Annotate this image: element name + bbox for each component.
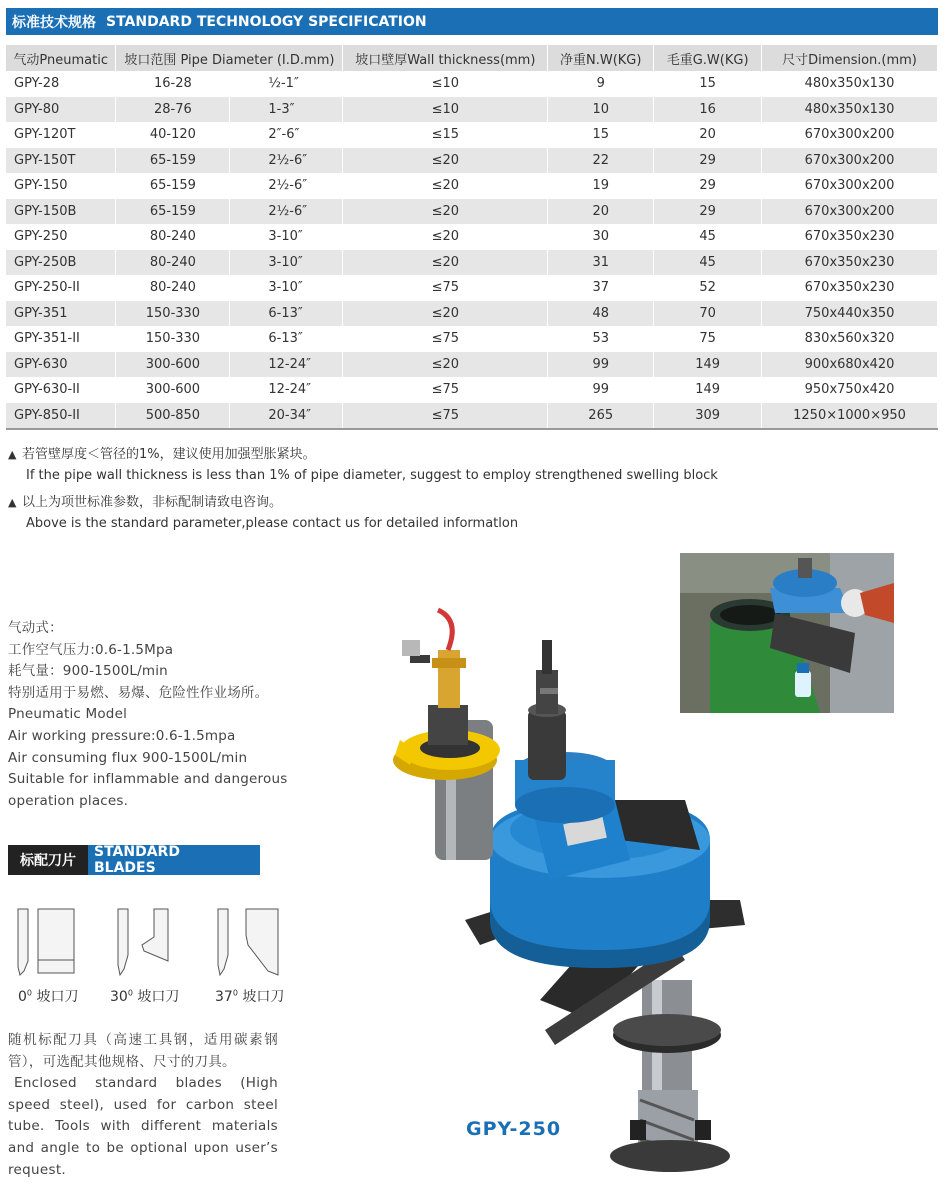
col-header-wall: 坡口壁厚Wall thickness(mm) (343, 45, 548, 71)
net-weight-cell: 30 (548, 224, 654, 250)
net-weight-cell: 10 (548, 97, 654, 123)
wall-thickness-cell: ≤10 (343, 97, 548, 123)
wall-thickness-cell: ≤10 (343, 71, 548, 97)
model-cell: GPY-250B (6, 250, 116, 276)
blade-0-degree: 0 (18, 989, 27, 1005)
wall-thickness-cell: ≤75 (343, 403, 548, 430)
note-1-zh: 若管壁厚度＜管径的1%，建议使用加强型胀紧块。 (22, 447, 316, 462)
net-weight-cell: 20 (548, 199, 654, 225)
dimension-cell: 670x350x230 (762, 275, 938, 301)
blade-0-text: 坡口刀 (32, 989, 79, 1005)
gross-weight-cell: 29 (654, 173, 762, 199)
dimension-cell: 670x350x230 (762, 250, 938, 276)
wall-thickness-cell: ≤20 (343, 224, 548, 250)
model-cell: GPY-150 (6, 173, 116, 199)
diameter-mm-cell: 150-330 (116, 301, 230, 327)
table-row (6, 301, 938, 327)
table-row (6, 97, 938, 123)
model-cell: GPY-28 (6, 71, 116, 97)
net-weight-cell: 265 (548, 403, 654, 430)
table-row (6, 377, 938, 403)
diameter-mm-cell: 65-159 (116, 148, 230, 174)
gross-weight-cell: 52 (654, 275, 762, 301)
blades-desc-en: Enclosed standard blades (High speed steel), used for carbon steel tube. Tools with different materials and angle to be optional upon user’s request. (8, 1075, 278, 1178)
model-cell: GPY-250-II (6, 275, 116, 301)
gross-weight-cell: 45 (654, 250, 762, 276)
table-row (6, 352, 938, 378)
model-cell: GPY-250 (6, 224, 116, 250)
net-weight-cell: 22 (548, 148, 654, 174)
product-model-label: GPY-250 (466, 1118, 562, 1140)
net-weight-cell: 15 (548, 122, 654, 148)
dimension-cell: 670x300x200 (762, 173, 938, 199)
net-weight-cell: 99 (548, 377, 654, 403)
model-cell: GPY-150B (6, 199, 116, 225)
note-1-en: If the pipe wall thickness is less than 1% of pipe diameter, suggest to employ strengthened swelling block (26, 468, 718, 483)
degree-sign: 0 (26, 988, 33, 998)
model-cell: GPY-351 (6, 301, 116, 327)
gross-weight-cell: 20 (654, 122, 762, 148)
dimension-cell: 670x300x200 (762, 199, 938, 225)
spec-title-en: STANDARD TECHNOLOGY SPECIFICATION (106, 13, 427, 30)
model-cell: GPY-630-II (6, 377, 116, 403)
gross-weight-cell: 309 (654, 403, 762, 430)
dimension-cell: 1250×1000×950 (762, 403, 938, 430)
table-row (6, 148, 938, 174)
blade-30-label (110, 986, 179, 1006)
blades-desc-zh: 随机标配刀具（高速工具钢，适用碳素钢管），可选配其他规格、尺寸的刀具。 (8, 1032, 278, 1070)
diameter-inch-cell: 12-24″ (230, 377, 343, 403)
spec-header-bar (6, 8, 938, 35)
model-cell: GPY-120T (6, 122, 116, 148)
net-weight-cell: 9 (548, 71, 654, 97)
gross-weight-cell: 75 (654, 326, 762, 352)
diameter-mm-cell: 500-850 (116, 403, 230, 430)
wall-thickness-cell: ≤15 (343, 122, 548, 148)
gross-weight-cell: 29 (654, 148, 762, 174)
diameter-inch-cell: 2½-6″ (230, 199, 343, 225)
wall-thickness-cell: ≤20 (343, 352, 548, 378)
diameter-inch-cell: 2½-6″ (230, 148, 343, 174)
triangle-icon: ▲ (8, 496, 17, 509)
dimension-cell: 480x350x130 (762, 71, 938, 97)
blades-description (8, 1030, 278, 1181)
diameter-mm-cell: 300-600 (116, 377, 230, 403)
gross-weight-cell: 29 (654, 199, 762, 225)
diameter-inch-cell: 3-10″ (230, 275, 343, 301)
dimension-cell: 670x350x230 (762, 224, 938, 250)
diameter-inch-cell: 1-3″ (230, 97, 343, 123)
pneumatic-line: Air working pressure:0.6-1.5mpa (8, 727, 236, 744)
col-header-nw: 净重N.W(KG) (548, 45, 654, 71)
dimension-cell: 830x560x320 (762, 326, 938, 352)
table-row (6, 173, 938, 199)
blades-header-bar (8, 845, 260, 875)
wall-thickness-cell: ≤20 (343, 148, 548, 174)
dimension-cell: 670x300x200 (762, 122, 938, 148)
col-header-dimension: 尺寸Dimension.(mm) (762, 45, 938, 71)
diameter-inch-cell: 3-10″ (230, 250, 343, 276)
dimension-cell: 480x350x130 (762, 97, 938, 123)
wall-thickness-cell: ≤20 (343, 301, 548, 327)
table-row (6, 71, 938, 97)
model-cell: GPY-351-II (6, 326, 116, 352)
net-weight-cell: 53 (548, 326, 654, 352)
blade-30-degree: 30 (110, 989, 128, 1005)
net-weight-cell: 31 (548, 250, 654, 276)
diameter-inch-cell: 12-24″ (230, 352, 343, 378)
pneumatic-line: Suitable for inflammable and dangerous (8, 771, 288, 788)
diameter-mm-cell: 80-240 (116, 250, 230, 276)
gpy-250-machine-illustration (340, 600, 770, 1180)
gross-weight-cell: 149 (654, 352, 762, 378)
pneumatic-line: 气动式： (8, 620, 63, 636)
model-cell: GPY-150T (6, 148, 116, 174)
wall-thickness-cell: ≤75 (343, 326, 548, 352)
net-weight-cell: 19 (548, 173, 654, 199)
blades-title-zh: 标配刀片 (8, 845, 88, 875)
note-2-zh: 以上为项世标准参数，非标配制请致电咨询。 (22, 495, 283, 510)
spec-table (6, 45, 938, 430)
table-header-row (6, 45, 938, 71)
diameter-inch-cell: 3-10″ (230, 224, 343, 250)
col-header-diameter: 坡口范围 Pipe Diameter (I.D.mm) (116, 45, 343, 71)
col-header-gw: 毛重G.W(KG) (654, 45, 762, 71)
model-cell: GPY-80 (6, 97, 116, 123)
blade-37-degree: 37 (215, 989, 233, 1005)
diameter-inch-cell: 2½-6″ (230, 173, 343, 199)
degree-sign: 0 (127, 988, 133, 998)
dimension-cell: 750x440x350 (762, 301, 938, 327)
pneumatic-line: Pneumatic Model (8, 706, 128, 723)
blade-30-deg-icon (114, 905, 174, 977)
table-row (6, 275, 938, 301)
diameter-inch-cell: 20-34″ (230, 403, 343, 430)
pneumatic-line: 特别适用于易燃、易爆、危险性作业场所。 (8, 684, 269, 701)
diameter-mm-cell: 80-240 (116, 224, 230, 250)
model-cell: GPY-850-II (6, 403, 116, 430)
col-header-model: 气动Pneumatic (6, 45, 116, 71)
wall-thickness-cell: ≤20 (343, 173, 548, 199)
pneumatic-line: 耗气量：900-1500L/min (8, 663, 168, 680)
model-cell: GPY-630 (6, 352, 116, 378)
dimension-cell: 950x750x420 (762, 377, 938, 403)
diameter-mm-cell: 150-330 (116, 326, 230, 352)
diameter-mm-cell: 28-76 (116, 97, 230, 123)
diameter-inch-cell: 6-13″ (230, 301, 343, 327)
pneumatic-description (8, 618, 287, 812)
triangle-icon: ▲ (8, 448, 17, 461)
blades-title-en: STANDARD BLADES (88, 845, 260, 875)
note-2 (8, 492, 518, 534)
table-row (6, 250, 938, 276)
gross-weight-cell: 15 (654, 71, 762, 97)
diameter-inch-cell: ½-1″ (230, 71, 343, 97)
table-row (6, 199, 938, 225)
diameter-mm-cell: 300-600 (116, 352, 230, 378)
gross-weight-cell: 70 (654, 301, 762, 327)
note-1 (8, 444, 718, 486)
gross-weight-cell: 45 (654, 224, 762, 250)
wall-thickness-cell: ≤75 (343, 377, 548, 403)
gross-weight-cell: 16 (654, 97, 762, 123)
diameter-mm-cell: 65-159 (116, 173, 230, 199)
blade-37-label (215, 986, 284, 1006)
diameter-mm-cell: 65-159 (116, 199, 230, 225)
table-row (6, 224, 938, 250)
net-weight-cell: 37 (548, 275, 654, 301)
net-weight-cell: 48 (548, 301, 654, 327)
table-row (6, 122, 938, 148)
pneumatic-line: Air consuming flux 900-1500L/min (8, 749, 248, 766)
net-weight-cell: 99 (548, 352, 654, 378)
degree-sign: 0 (232, 988, 238, 998)
blade-37-text: 坡口刀 (237, 989, 285, 1005)
blade-30-text: 坡口刀 (132, 989, 180, 1005)
dimension-cell: 900x680x420 (762, 352, 938, 378)
blade-0-label (18, 986, 78, 1006)
blade-37-deg-icon (214, 905, 284, 977)
diameter-inch-cell: 6-13″ (230, 326, 343, 352)
wall-thickness-cell: ≤20 (343, 199, 548, 225)
gross-weight-cell: 149 (654, 377, 762, 403)
diameter-mm-cell: 40-120 (116, 122, 230, 148)
diameter-inch-cell: 2″-6″ (230, 122, 343, 148)
wall-thickness-cell: ≤20 (343, 250, 548, 276)
diameter-mm-cell: 80-240 (116, 275, 230, 301)
spec-title-zh: 标准技术规格 (12, 14, 96, 31)
dimension-cell: 670x300x200 (762, 148, 938, 174)
wall-thickness-cell: ≤75 (343, 275, 548, 301)
pneumatic-line: operation places. (8, 792, 129, 809)
diameter-mm-cell: 16-28 (116, 71, 230, 97)
blade-0-deg-icon (14, 905, 80, 977)
table-row (6, 326, 938, 352)
pneumatic-line: 工作空气压力:0.6-1.5Mpa (8, 641, 174, 658)
table-row (6, 403, 938, 430)
note-2-en: Above is the standard parameter,please contact us for detailed informatlon (26, 516, 519, 531)
